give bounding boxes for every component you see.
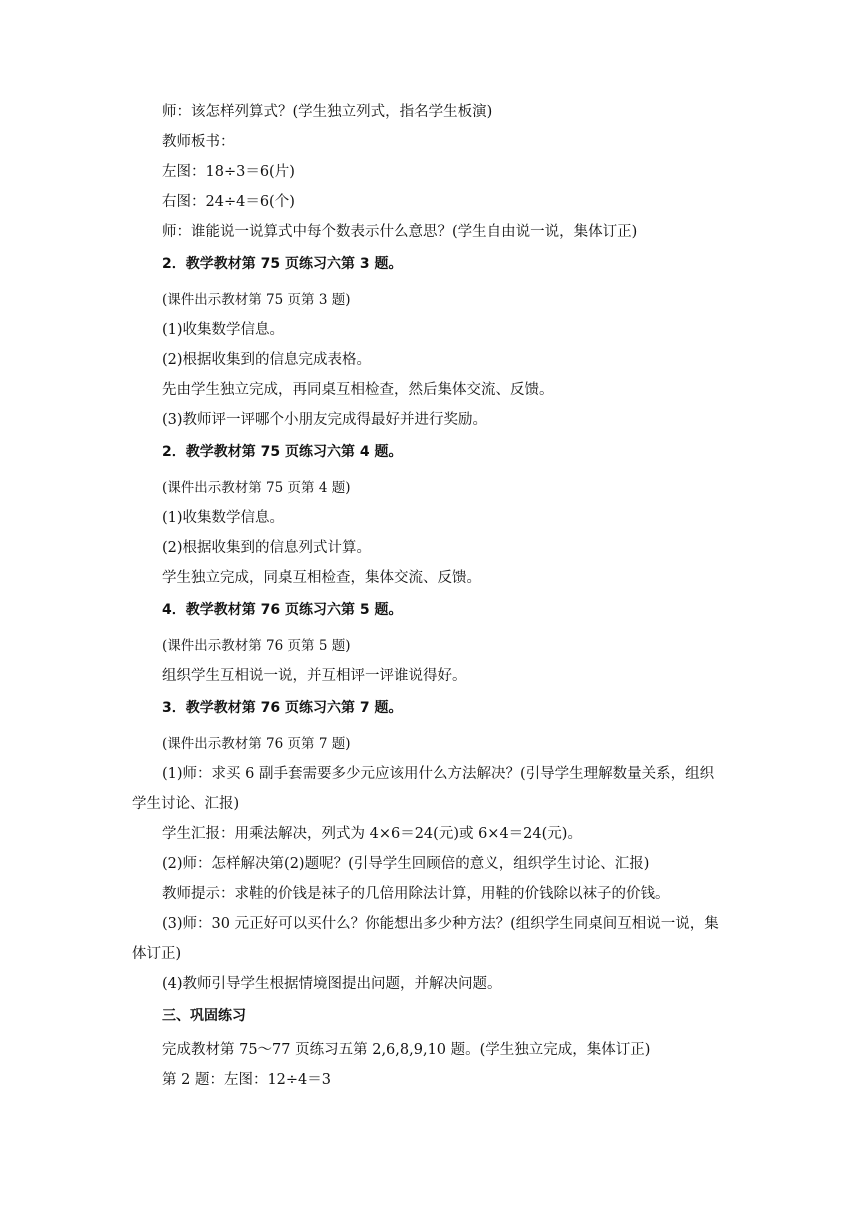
text-line: 右图：24÷4＝6(个) <box>162 194 295 210</box>
text-line: (课件出示教材第 76 页第 5 题) <box>162 638 351 654</box>
section-heading: 4．教学教材第 76 页练习六第 5 题。 <box>162 602 403 618</box>
text-line: (3)教师评一评哪个小朋友完成得最好并进行奖励。 <box>162 412 488 428</box>
text-line: 学生汇报：用乘法解决，列式为 4×6＝24(元)或 6×4＝24(元)。 <box>162 826 582 842</box>
text-line: 教师提示：求鞋的价钱是袜子的几倍用除法计算，用鞋的价钱除以袜子的价钱。 <box>162 886 670 902</box>
text-line: 完成教材第 75～77 页练习五第 2,6,8,9,10 题。(学生独立完成，集体订正) <box>162 1042 651 1058</box>
text-line: (1)收集数学信息。 <box>162 510 285 526</box>
text-line: (3)师：30 元正好可以买什么？你能想出多少种方法？(组织学生同桌间互相说一说，集 <box>162 916 719 932</box>
text-line: 师：该怎样列算式？(学生独立列式，指名学生板演) <box>162 104 493 120</box>
text-line: 学生讨论、汇报) <box>132 796 240 812</box>
section-heading: 三、巩固练习 <box>162 1008 246 1024</box>
text-line: (课件出示教材第 76 页第 7 题) <box>162 736 351 752</box>
text-line: 第 2 题：左图：12÷4＝3 <box>162 1072 331 1088</box>
text-line: (课件出示教材第 75 页第 4 题) <box>162 480 351 496</box>
section-heading: 3．教学教材第 76 页练习六第 7 题。 <box>162 700 403 716</box>
section-heading: 2．教学教材第 75 页练习六第 3 题。 <box>162 256 403 272</box>
text-line: 先由学生独立完成，再同桌互相检查，然后集体交流、反馈。 <box>162 382 554 398</box>
text-line: 教师板书： <box>162 134 235 150</box>
section-heading: 2．教学教材第 75 页练习六第 4 题。 <box>162 444 403 460</box>
text-line: 组织学生互相说一说，并互相评一评谁说得好。 <box>162 668 467 684</box>
text-line: 体订正) <box>132 946 182 962</box>
text-line: 左图：18÷3＝6(片) <box>162 164 295 180</box>
text-line: 师：谁能说一说算式中每个数表示什么意思？(学生自由说一说，集体订正) <box>162 224 638 240</box>
text-line: (4)教师引导学生根据情境图提出问题，并解决问题。 <box>162 976 502 992</box>
text-line: (2)根据收集到的信息完成表格。 <box>162 352 372 368</box>
text-line: (1)师：求买 6 副手套需要多少元应该用什么方法解决？(引导学生理解数量关系，组织 <box>162 766 715 782</box>
text-line: (1)收集数学信息。 <box>162 322 285 338</box>
text-line: (课件出示教材第 75 页第 3 题) <box>162 292 351 308</box>
text-line: 学生独立完成，同桌互相检查，集体交流、反馈。 <box>162 570 481 586</box>
text-line: (2)根据收集到的信息列式计算。 <box>162 540 372 556</box>
text-line: (2)师：怎样解决第(2)题呢？(引导学生回顾倍的意义，组织学生讨论、汇报) <box>162 856 650 872</box>
